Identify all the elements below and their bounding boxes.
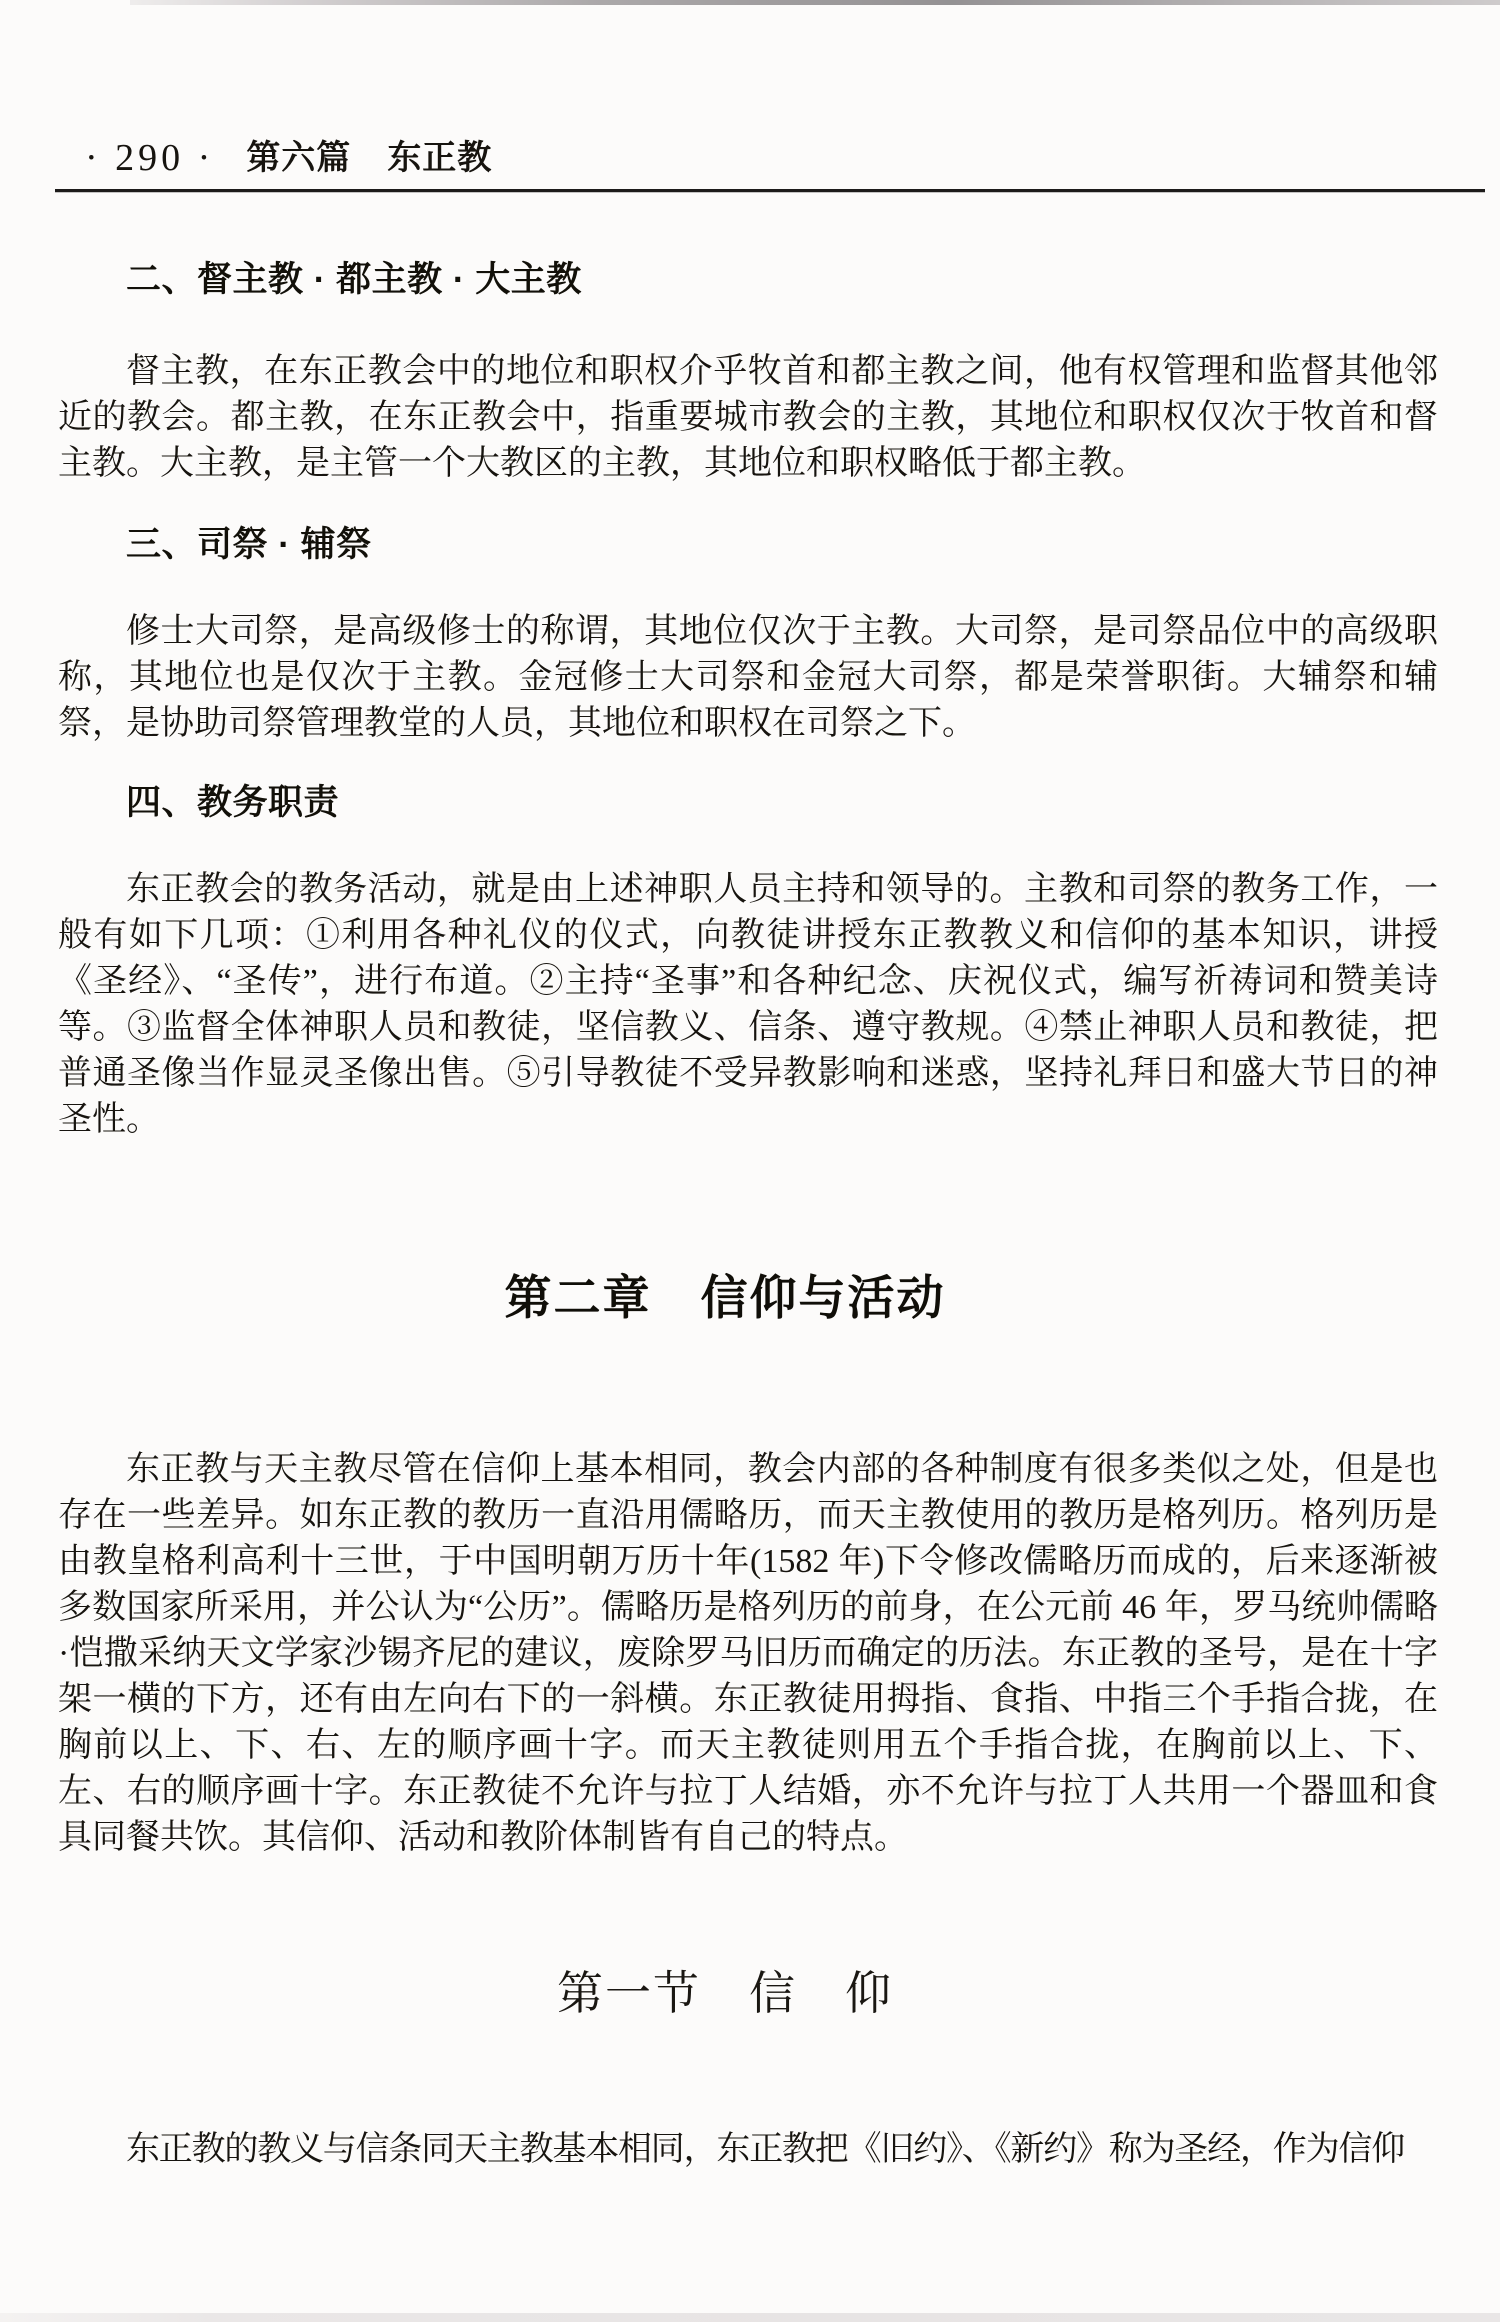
page-number: · 290 · <box>85 137 215 179</box>
running-header <box>85 136 492 180</box>
part-label: 第六篇 <box>246 139 352 177</box>
paragraph-section-4-duties: 东正教会的教务活动，就是由上述神职人员主持和领导的。主教和司祭的教务工作，一般有如下几项：①利用各种礼仪的仪式，向教徒讲授东正教教义和信仰的基本知识，讲授《圣经》、“圣传”，进行布道。②主持“圣事”和各种纪念、庆祝仪式，编写祈祷词和赞美诗等。③监督全体神职人员和教徒，坚信教义、信条、遵守教规。④禁止神职人员和教徒，把普通圣像当作显灵圣像出售。⑤引导教徒不受异教影响和迷惑，坚持礼拜日和盛大节日的神圣性。 <box>58 871 1438 1138</box>
heading-section-2-bishops: 二、督主教 · 都主教 · 大主教 <box>126 260 582 299</box>
part-title: 东正教 <box>387 139 493 177</box>
paragraph-section-2-bishops: 督主教，在东正教会中的地位和职权介乎牧首和都主教之间，他有权管理和监督其他邻近的教会。都主教，在东正教会中，指重要城市教会的主教，其地位和职权仅次于牧首和督主教。大主教，是主管一个大教区的主教，其地位和职权略低于都主教。 <box>58 353 1438 482</box>
subsection-title: 第一节 信 仰 <box>557 1966 893 2020</box>
heading-section-3-priests: 三、司祭 · 辅祭 <box>126 525 372 564</box>
header-rule <box>55 189 1485 192</box>
scan-artifact-bottom-edge <box>0 2313 1500 2322</box>
scan-artifact-top-edge <box>130 0 1500 5</box>
subsection-first-paragraph: 东正教的教义与信条同天主教基本相同，东正教把《旧约》、《新约》称为圣经，作为信仰 <box>126 2131 1404 2168</box>
chapter-title: 第二章 信仰与活动 <box>504 1271 946 1324</box>
paragraph-section-3-priests: 修士大司祭，是高级修士的称谓，其地位仅次于主教。大司祭，是司祭品位中的高级职称，其地位也是仅次于主教。金冠修士大司祭和金冠大司祭，都是荣誉职街。大辅祭和辅祭，是协助司祭管理教堂的人员，其地位和职权在司祭之下。 <box>58 613 1438 742</box>
heading-section-4-duties: 四、教务职责 <box>126 783 340 822</box>
chapter-intro-paragraph: 东正教与天主教尽管在信仰上基本相同，教会内部的各种制度有很多类似之处，但是也存在一些差异。如东正教的教历一直沿用儒略历，而天主教使用的教历是格列历。格列历是由教皇格利高利十三世，于中国明朝万历十年(1582 年)下令修改儒略历而成的，后来逐渐被多数国家所采用，并公认为“公历”。儒略历是格列历的前身，在公元前 46 年，罗马统帅儒略·恺撒采纳天文学家沙锡齐尼的建议，废除罗马旧历而确定的历法。东正教的圣号，是在十字架一横的下方，还有由左向右下的一斜横。东正教徒用拇指、食指、中指三个手指合拢，在胸前以上、下、右、左的顺序画十字。而天主教徒则用五个手指合拢，在胸前以上、下、左、右的顺序画十字。东正教徒不允许与拉丁人结婚，亦不允许与拉丁人共用一个器皿和食具同餐共饮。其信仰、活动和教阶体制皆有自己的特点。 <box>58 1451 1438 1856</box>
